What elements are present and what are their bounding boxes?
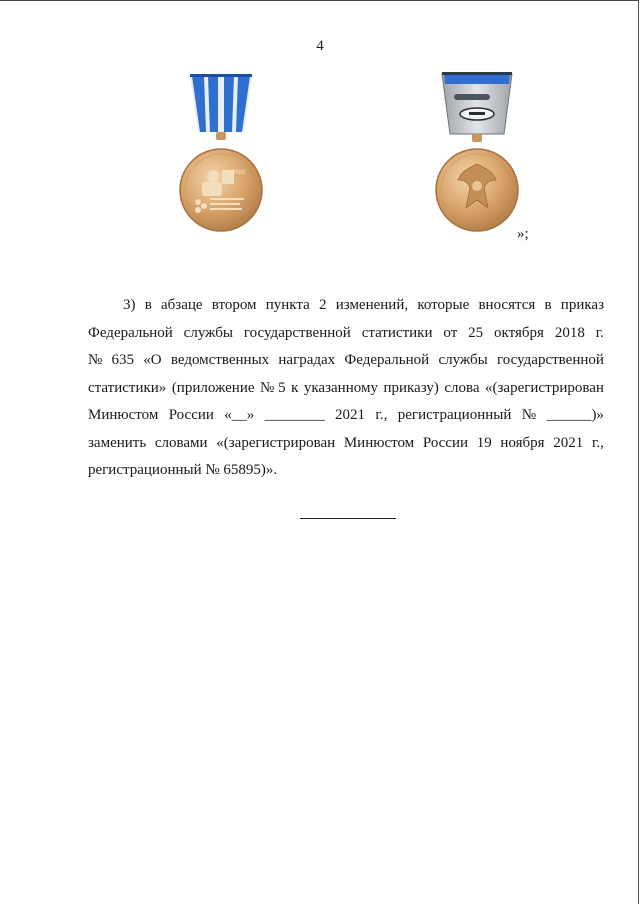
word: г., <box>375 407 388 423</box>
word: № <box>88 352 103 368</box>
word: 635 <box>111 352 135 368</box>
word: пункта <box>265 297 310 313</box>
word: 2 <box>319 297 327 313</box>
word: 2021 <box>335 407 366 423</box>
paragraph-line <box>88 430 604 458</box>
word: ноября <box>500 434 545 451</box>
word: словами <box>154 434 208 451</box>
word: (приложение <box>171 379 255 396</box>
word: России <box>422 434 469 451</box>
word: 2021 <box>553 434 584 451</box>
word: «__» <box>224 407 255 423</box>
medal-back-image <box>432 72 522 236</box>
word: «О <box>143 352 162 368</box>
word: «(зарегистрирован <box>485 379 604 396</box>
word: изменений, <box>335 297 409 313</box>
word: Минюстом <box>343 434 415 451</box>
word: государственной <box>497 352 604 368</box>
separator-line <box>300 518 396 519</box>
page-number: 4 <box>316 38 324 54</box>
word: 19 <box>476 434 492 451</box>
word: приказ <box>560 297 604 313</box>
word: наградах <box>278 352 336 368</box>
word: к <box>291 379 299 396</box>
word: Федеральной <box>88 324 173 341</box>
word: октября <box>494 324 544 341</box>
paragraph-line <box>88 375 604 403</box>
word: вносятся <box>478 297 536 313</box>
word: службы <box>183 324 233 341</box>
word: в <box>544 297 552 313</box>
paragraph-line <box>88 320 604 348</box>
word: в <box>144 297 152 313</box>
word: ведомственных <box>170 352 270 368</box>
paragraph-line <box>88 347 604 375</box>
word: России <box>168 407 214 423</box>
paragraph-line <box>88 292 604 320</box>
word: регистрационный № 65895)». <box>88 462 278 478</box>
word: 3) <box>123 297 136 313</box>
ribbon-front <box>190 74 252 132</box>
word: 25 <box>468 324 484 341</box>
paragraph-amendment <box>88 292 604 485</box>
word: приказу) <box>383 379 439 396</box>
closing-quote: »; <box>517 226 529 242</box>
word: которые <box>417 297 470 313</box>
word: ______)» <box>546 407 604 423</box>
word: втором <box>211 297 257 313</box>
medal-year: 2020 <box>232 170 246 176</box>
paragraph-line <box>88 402 604 430</box>
word: от <box>443 324 458 341</box>
word: государственной <box>243 324 351 341</box>
word: статистики <box>361 324 433 341</box>
word: «(зарегистрирован <box>216 434 336 451</box>
medal-front-image <box>176 74 266 236</box>
paragraph-line <box>88 457 604 485</box>
word: службы <box>438 352 488 368</box>
word: № 5 <box>260 379 286 396</box>
word: абзаце <box>161 297 203 313</box>
word: Федеральной <box>344 352 430 368</box>
word: указанному <box>303 379 378 396</box>
word: г., <box>591 434 604 451</box>
word: г. <box>595 324 604 341</box>
word: статистики» <box>88 379 167 396</box>
word: слова <box>444 379 480 396</box>
word: ________ <box>264 407 325 423</box>
word: № <box>521 407 537 423</box>
word: заменить <box>88 434 147 451</box>
word: регистрационный <box>397 407 512 423</box>
word: Минюстом <box>88 407 159 423</box>
word: 2018 <box>554 324 585 341</box>
